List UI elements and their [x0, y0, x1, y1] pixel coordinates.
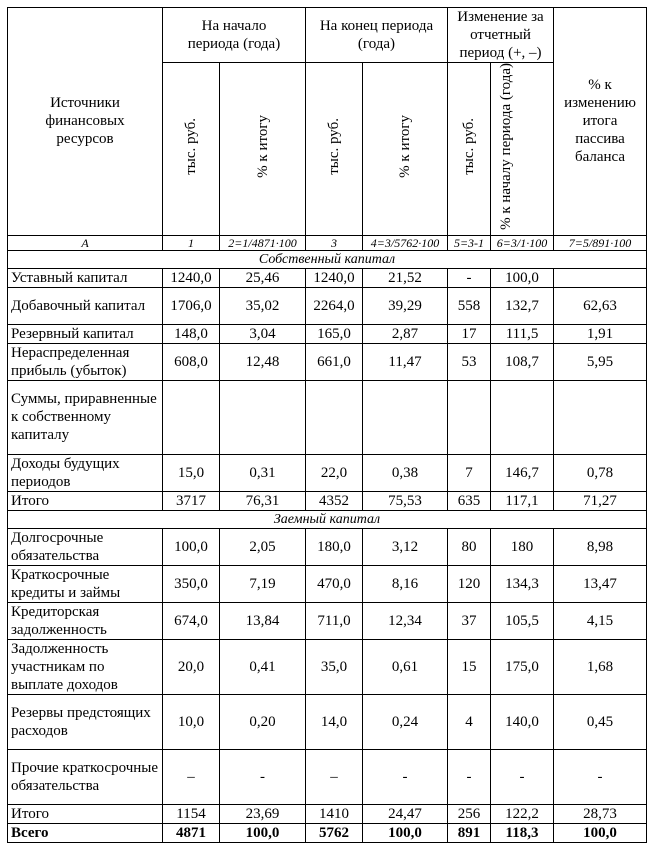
- subheader-thousand-rub-end: тыс. руб.: [306, 63, 363, 236]
- value-cell: 2,87: [363, 324, 448, 343]
- value-cell: -: [491, 749, 554, 804]
- value-cell: -: [220, 749, 306, 804]
- value-cell: 0,78: [554, 454, 647, 491]
- value-cell: 5762: [306, 823, 363, 842]
- table-row: [8, 454, 647, 491]
- row-label: Суммы, приравненные к собственному капиталу: [8, 380, 163, 454]
- value-cell: –: [163, 749, 220, 804]
- value-cell: 2,05: [220, 528, 306, 565]
- value-cell: 35,0: [306, 639, 363, 694]
- row-label: Итого: [8, 804, 163, 823]
- table-row: [8, 491, 647, 510]
- value-cell: 13,84: [220, 602, 306, 639]
- value-cell: [554, 380, 647, 454]
- value-cell: 12,48: [220, 343, 306, 380]
- table-row: [8, 565, 647, 602]
- row-label: Кредиторская задолженность: [8, 602, 163, 639]
- value-cell: 2264,0: [306, 287, 363, 324]
- table-row: [8, 324, 647, 343]
- value-cell: 140,0: [491, 694, 554, 749]
- value-cell: 11,47: [363, 343, 448, 380]
- value-cell: 3,12: [363, 528, 448, 565]
- value-cell: 118,3: [491, 823, 554, 842]
- value-cell: 4352: [306, 491, 363, 510]
- value-cell: 17: [448, 324, 491, 343]
- formula-cell: 6=3/1·100: [491, 235, 554, 250]
- value-cell: 4871: [163, 823, 220, 842]
- value-cell: 13,47: [554, 565, 647, 602]
- value-cell: 75,53: [363, 491, 448, 510]
- value-cell: 256: [448, 804, 491, 823]
- header-group-change: Изменение за отчетный период (+, –): [448, 8, 554, 63]
- table-row: [8, 694, 647, 749]
- value-cell: 8,98: [554, 528, 647, 565]
- value-cell: 558: [448, 287, 491, 324]
- value-cell: 0,38: [363, 454, 448, 491]
- value-cell: 39,29: [363, 287, 448, 324]
- value-cell: 100,0: [163, 528, 220, 565]
- table-row: [8, 823, 647, 842]
- value-cell: 1410: [306, 804, 363, 823]
- value-cell: 37: [448, 602, 491, 639]
- row-label: Краткосрочные кредиты и займы: [8, 565, 163, 602]
- formula-cell: 3: [306, 235, 363, 250]
- value-cell: 120: [448, 565, 491, 602]
- value-cell: [363, 380, 448, 454]
- value-cell: 1,91: [554, 324, 647, 343]
- value-cell: 635: [448, 491, 491, 510]
- value-cell: 1154: [163, 804, 220, 823]
- value-cell: 12,34: [363, 602, 448, 639]
- value-cell: -: [554, 749, 647, 804]
- header-group-end: На конец периода (года): [306, 8, 448, 63]
- value-cell: [448, 380, 491, 454]
- value-cell: 100,0: [363, 823, 448, 842]
- value-cell: 148,0: [163, 324, 220, 343]
- value-cell: 100,0: [491, 268, 554, 287]
- row-label: Всего: [8, 823, 163, 842]
- subheader-pct-start-change: % к началу периода (года): [491, 63, 554, 236]
- value-cell: 180,0: [306, 528, 363, 565]
- table-row: [8, 804, 647, 823]
- value-cell: 0,45: [554, 694, 647, 749]
- value-cell: -: [448, 749, 491, 804]
- value-cell: 76,31: [220, 491, 306, 510]
- row-label: Прочие краткосрочные обязательства: [8, 749, 163, 804]
- value-cell: 1706,0: [163, 287, 220, 324]
- value-cell: 22,0: [306, 454, 363, 491]
- section-title: Заемный капитал: [8, 510, 647, 528]
- value-cell: 21,52: [363, 268, 448, 287]
- table-row: [8, 528, 647, 565]
- row-label: Долгосрочные обязательства: [8, 528, 163, 565]
- table-row: [8, 380, 647, 454]
- row-label: Резервный капитал: [8, 324, 163, 343]
- value-cell: 71,27: [554, 491, 647, 510]
- value-cell: 7: [448, 454, 491, 491]
- value-cell: 0,41: [220, 639, 306, 694]
- value-cell: –: [306, 749, 363, 804]
- value-cell: 28,73: [554, 804, 647, 823]
- table-row: [8, 268, 647, 287]
- value-cell: 122,2: [491, 804, 554, 823]
- value-cell: 15: [448, 639, 491, 694]
- value-cell: 674,0: [163, 602, 220, 639]
- row-label: Уставный капитал: [8, 268, 163, 287]
- value-cell: 100,0: [220, 823, 306, 842]
- value-cell: 608,0: [163, 343, 220, 380]
- formula-cell: 1: [163, 235, 220, 250]
- value-cell: 134,3: [491, 565, 554, 602]
- table-row: [8, 343, 647, 380]
- value-cell: 1,68: [554, 639, 647, 694]
- value-cell: 0,20: [220, 694, 306, 749]
- value-cell: 35,02: [220, 287, 306, 324]
- value-cell: 146,7: [491, 454, 554, 491]
- value-cell: 711,0: [306, 602, 363, 639]
- value-cell: 117,1: [491, 491, 554, 510]
- value-cell: 132,7: [491, 287, 554, 324]
- value-cell: 165,0: [306, 324, 363, 343]
- value-cell: 0,24: [363, 694, 448, 749]
- row-label: Доходы будущих периодов: [8, 454, 163, 491]
- value-cell: -: [448, 268, 491, 287]
- value-cell: [220, 380, 306, 454]
- table-row: [8, 639, 647, 694]
- financial-resources-table: [7, 7, 647, 843]
- value-cell: 111,5: [491, 324, 554, 343]
- table-row: [8, 602, 647, 639]
- value-cell: 4: [448, 694, 491, 749]
- header-source: Источники финансовых ресурсов: [8, 8, 163, 236]
- formula-cell: 5=3-1: [448, 235, 491, 250]
- row-label: Задолженность участникам по выплате доходов: [8, 639, 163, 694]
- formula-row: [8, 235, 647, 250]
- value-cell: 10,0: [163, 694, 220, 749]
- value-cell: 24,47: [363, 804, 448, 823]
- value-cell: 891: [448, 823, 491, 842]
- value-cell: 470,0: [306, 565, 363, 602]
- section-borrowed-capital: [8, 510, 647, 528]
- value-cell: 25,46: [220, 268, 306, 287]
- value-cell: 3,04: [220, 324, 306, 343]
- value-cell: -: [363, 749, 448, 804]
- row-label: Добавочный капитал: [8, 287, 163, 324]
- value-cell: 20,0: [163, 639, 220, 694]
- value-cell: 661,0: [306, 343, 363, 380]
- value-cell: 105,5: [491, 602, 554, 639]
- value-cell: 8,16: [363, 565, 448, 602]
- value-cell: 23,69: [220, 804, 306, 823]
- value-cell: [306, 380, 363, 454]
- value-cell: 80: [448, 528, 491, 565]
- value-cell: [163, 380, 220, 454]
- value-cell: 62,63: [554, 287, 647, 324]
- value-cell: 100,0: [554, 823, 647, 842]
- value-cell: 4,15: [554, 602, 647, 639]
- row-label: Нераспределенная прибыль (убыток): [8, 343, 163, 380]
- row-label: Итого: [8, 491, 163, 510]
- subheader-pct-total-start: % к итогу: [220, 63, 306, 236]
- formula-cell: 4=3/5762·100: [363, 235, 448, 250]
- value-cell: 5,95: [554, 343, 647, 380]
- section-own-capital: [8, 250, 647, 268]
- value-cell: 1240,0: [306, 268, 363, 287]
- value-cell: 180: [491, 528, 554, 565]
- row-label: Резервы предстоящих расходов: [8, 694, 163, 749]
- value-cell: 1240,0: [163, 268, 220, 287]
- formula-cell: 2=1/4871·100: [220, 235, 306, 250]
- subheader-pct-total-end: % к итогу: [363, 63, 448, 236]
- value-cell: [554, 268, 647, 287]
- section-title: Собственный капитал: [8, 250, 647, 268]
- value-cell: 175,0: [491, 639, 554, 694]
- value-cell: 0,61: [363, 639, 448, 694]
- value-cell: 0,31: [220, 454, 306, 491]
- table-row: [8, 287, 647, 324]
- value-cell: 15,0: [163, 454, 220, 491]
- value-cell: 53: [448, 343, 491, 380]
- value-cell: 350,0: [163, 565, 220, 602]
- formula-cell: 7=5/891·100: [554, 235, 647, 250]
- subheader-thousand-rub-start: тыс. руб.: [163, 63, 220, 236]
- value-cell: 3717: [163, 491, 220, 510]
- value-cell: 7,19: [220, 565, 306, 602]
- value-cell: [491, 380, 554, 454]
- value-cell: 14,0: [306, 694, 363, 749]
- subheader-thousand-rub-change: тыс. руб.: [448, 63, 491, 236]
- header-group-start: На начало периода (года): [163, 8, 306, 63]
- value-cell: 108,7: [491, 343, 554, 380]
- header-pct-change-total: % к изменению итога пассива баланса: [554, 8, 647, 236]
- formula-cell: А: [8, 235, 163, 250]
